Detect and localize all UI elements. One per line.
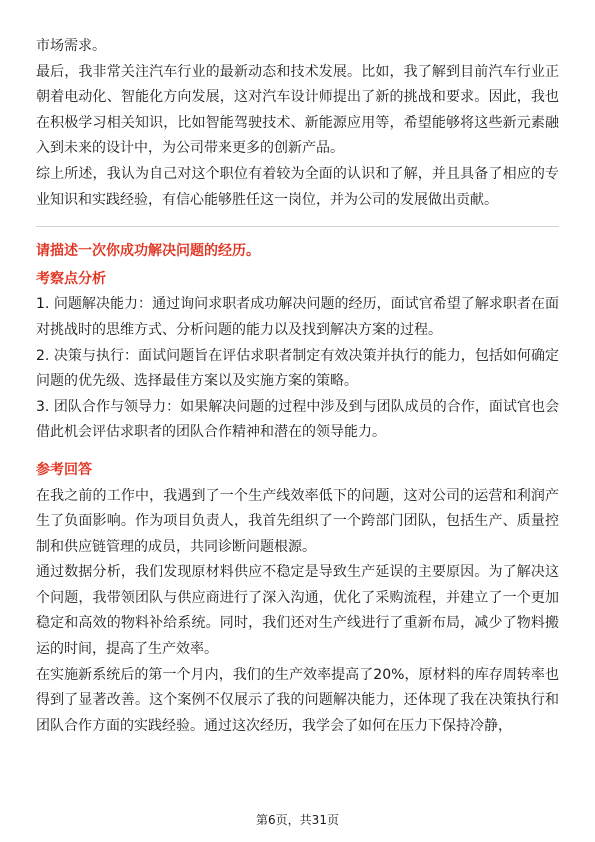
intro-paragraph: 综上所述，我认为自己对这个职位有着较为全面的认识和了解，并且具备了相应的专业知识和实践经验，有信心能够胜任这一岗位，并为公司的发展做出贡献。 bbox=[36, 165, 559, 208]
answer-paragraph: 在我之前的工作中，我遇到了一个生产线效率低下的问题，这对公司的运营和利润产生了负面影响。作为项目负责人，我首先组织了一个跨部门团队，包括生产、质量控制和供应链管理的成员，共同诊断问题根源。 bbox=[36, 487, 559, 555]
analysis-heading: 考察点分析 bbox=[36, 270, 106, 287]
intro-paragraph: 市场需求。 bbox=[36, 38, 106, 54]
analysis-item: 2. 决策与执行：面试问题旨在评估求职者制定有效决策并执行的能力，包括如何确定问题的优先级、选择最佳方案以及实施方案的策略。 bbox=[36, 347, 559, 390]
section-divider bbox=[36, 226, 559, 227]
question-heading: 请描述一次你成功解决问题的经历。 bbox=[36, 243, 260, 260]
document-page bbox=[36, 34, 559, 739]
analysis-item: 1. 问题解决能力：通过询问求职者成功解决问题的经历，面试官希望了解求职者在面对挑战时的思维方式、分析问题的能力以及找到解决方案的过程。 bbox=[36, 296, 559, 338]
answer-paragraph: 通过数据分析，我们发现原材料供应不稳定是导致生产延误的主要原因。为了解决这个问题，我带领团队与供应商进行了深入沟通，优化了采购流程，并建立了一个更加稳定和高效的物料补给系统。同时，我们还对生产线进行了重新布局，减少了物料搬运的时间，提高了生产效率。 bbox=[36, 564, 559, 658]
intro-paragraph: 最后，我非常关注汽车行业的最新动态和技术发展。比如，我了解到目前汽车行业正朝着电动化、智能化方向发展，这对汽车设计师提出了新的挑战和要求。因此，我也在积极学习相关知识，比如智能驾驶技术、新能源应用等，希望能够将这些新元素融入到未来的设计中，为公司带来更多的创新产品。 bbox=[36, 63, 559, 157]
answer-paragraph: 在实施新系统后的第一个月内，我们的生产效率提高了20%，原材料的库存周转率也得到了显著改善。这个案例不仅展示了我的问题解决能力，还体现了我在决策执行和团队合作方面的实践经验。通过这次经历，我学会了如何在压力下保持冷静， bbox=[36, 666, 559, 734]
page-footer: 第6页，共31页 bbox=[256, 813, 339, 827]
spacer bbox=[36, 446, 559, 456]
analysis-item: 3. 团队合作与领导力：如果解决问题的过程中涉及到与团队成员的合作，面试官也会借此机会评估求职者的团队合作精神和潜在的领导能力。 bbox=[36, 398, 559, 441]
answer-heading: 参考回答 bbox=[36, 461, 92, 478]
